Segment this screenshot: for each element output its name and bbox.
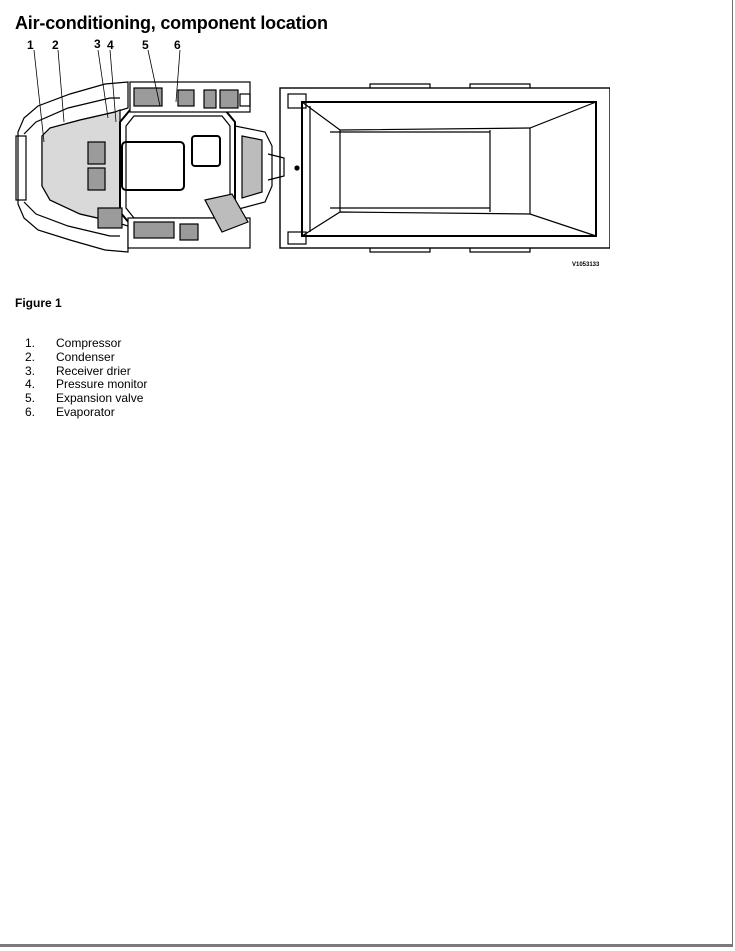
- callout-1: 1: [27, 38, 34, 52]
- legend-label: Evaporator: [56, 404, 115, 419]
- callout-3: 3: [94, 37, 101, 51]
- component-location-figure: [10, 36, 610, 270]
- legend-item: [25, 351, 147, 365]
- legend-number: 5.: [25, 391, 36, 406]
- legend-item: [25, 337, 147, 351]
- legend-number: 6.: [25, 404, 36, 419]
- legend-label: Pressure monitor: [56, 377, 148, 392]
- legend-item: [25, 392, 147, 406]
- legend-number: 3.: [25, 363, 36, 378]
- legend-number: 1.: [25, 336, 36, 350]
- legend-label: Expansion valve: [56, 391, 144, 406]
- callout-6: 6: [174, 38, 181, 52]
- component-legend: [25, 337, 147, 420]
- legend-item: [25, 365, 147, 379]
- legend-label: Condenser: [56, 349, 115, 364]
- hood: [42, 110, 120, 224]
- legend-label: Compressor: [56, 336, 122, 350]
- legend-item: [25, 406, 147, 420]
- figure-caption: Figure 1: [15, 296, 62, 310]
- legend-label: Receiver drier: [56, 363, 131, 378]
- callout-2: 2: [52, 38, 59, 52]
- callout-4: 4: [107, 38, 114, 52]
- machine-top-view-drawing: [10, 36, 610, 270]
- page-title: Air-conditioning, component location: [15, 13, 328, 33]
- legend-number: 2.: [25, 349, 36, 364]
- legend-number: 4.: [25, 377, 36, 392]
- legend-item: [25, 378, 147, 392]
- figure-reference-code: V1053133: [572, 262, 600, 268]
- callout-5: 5: [142, 38, 149, 52]
